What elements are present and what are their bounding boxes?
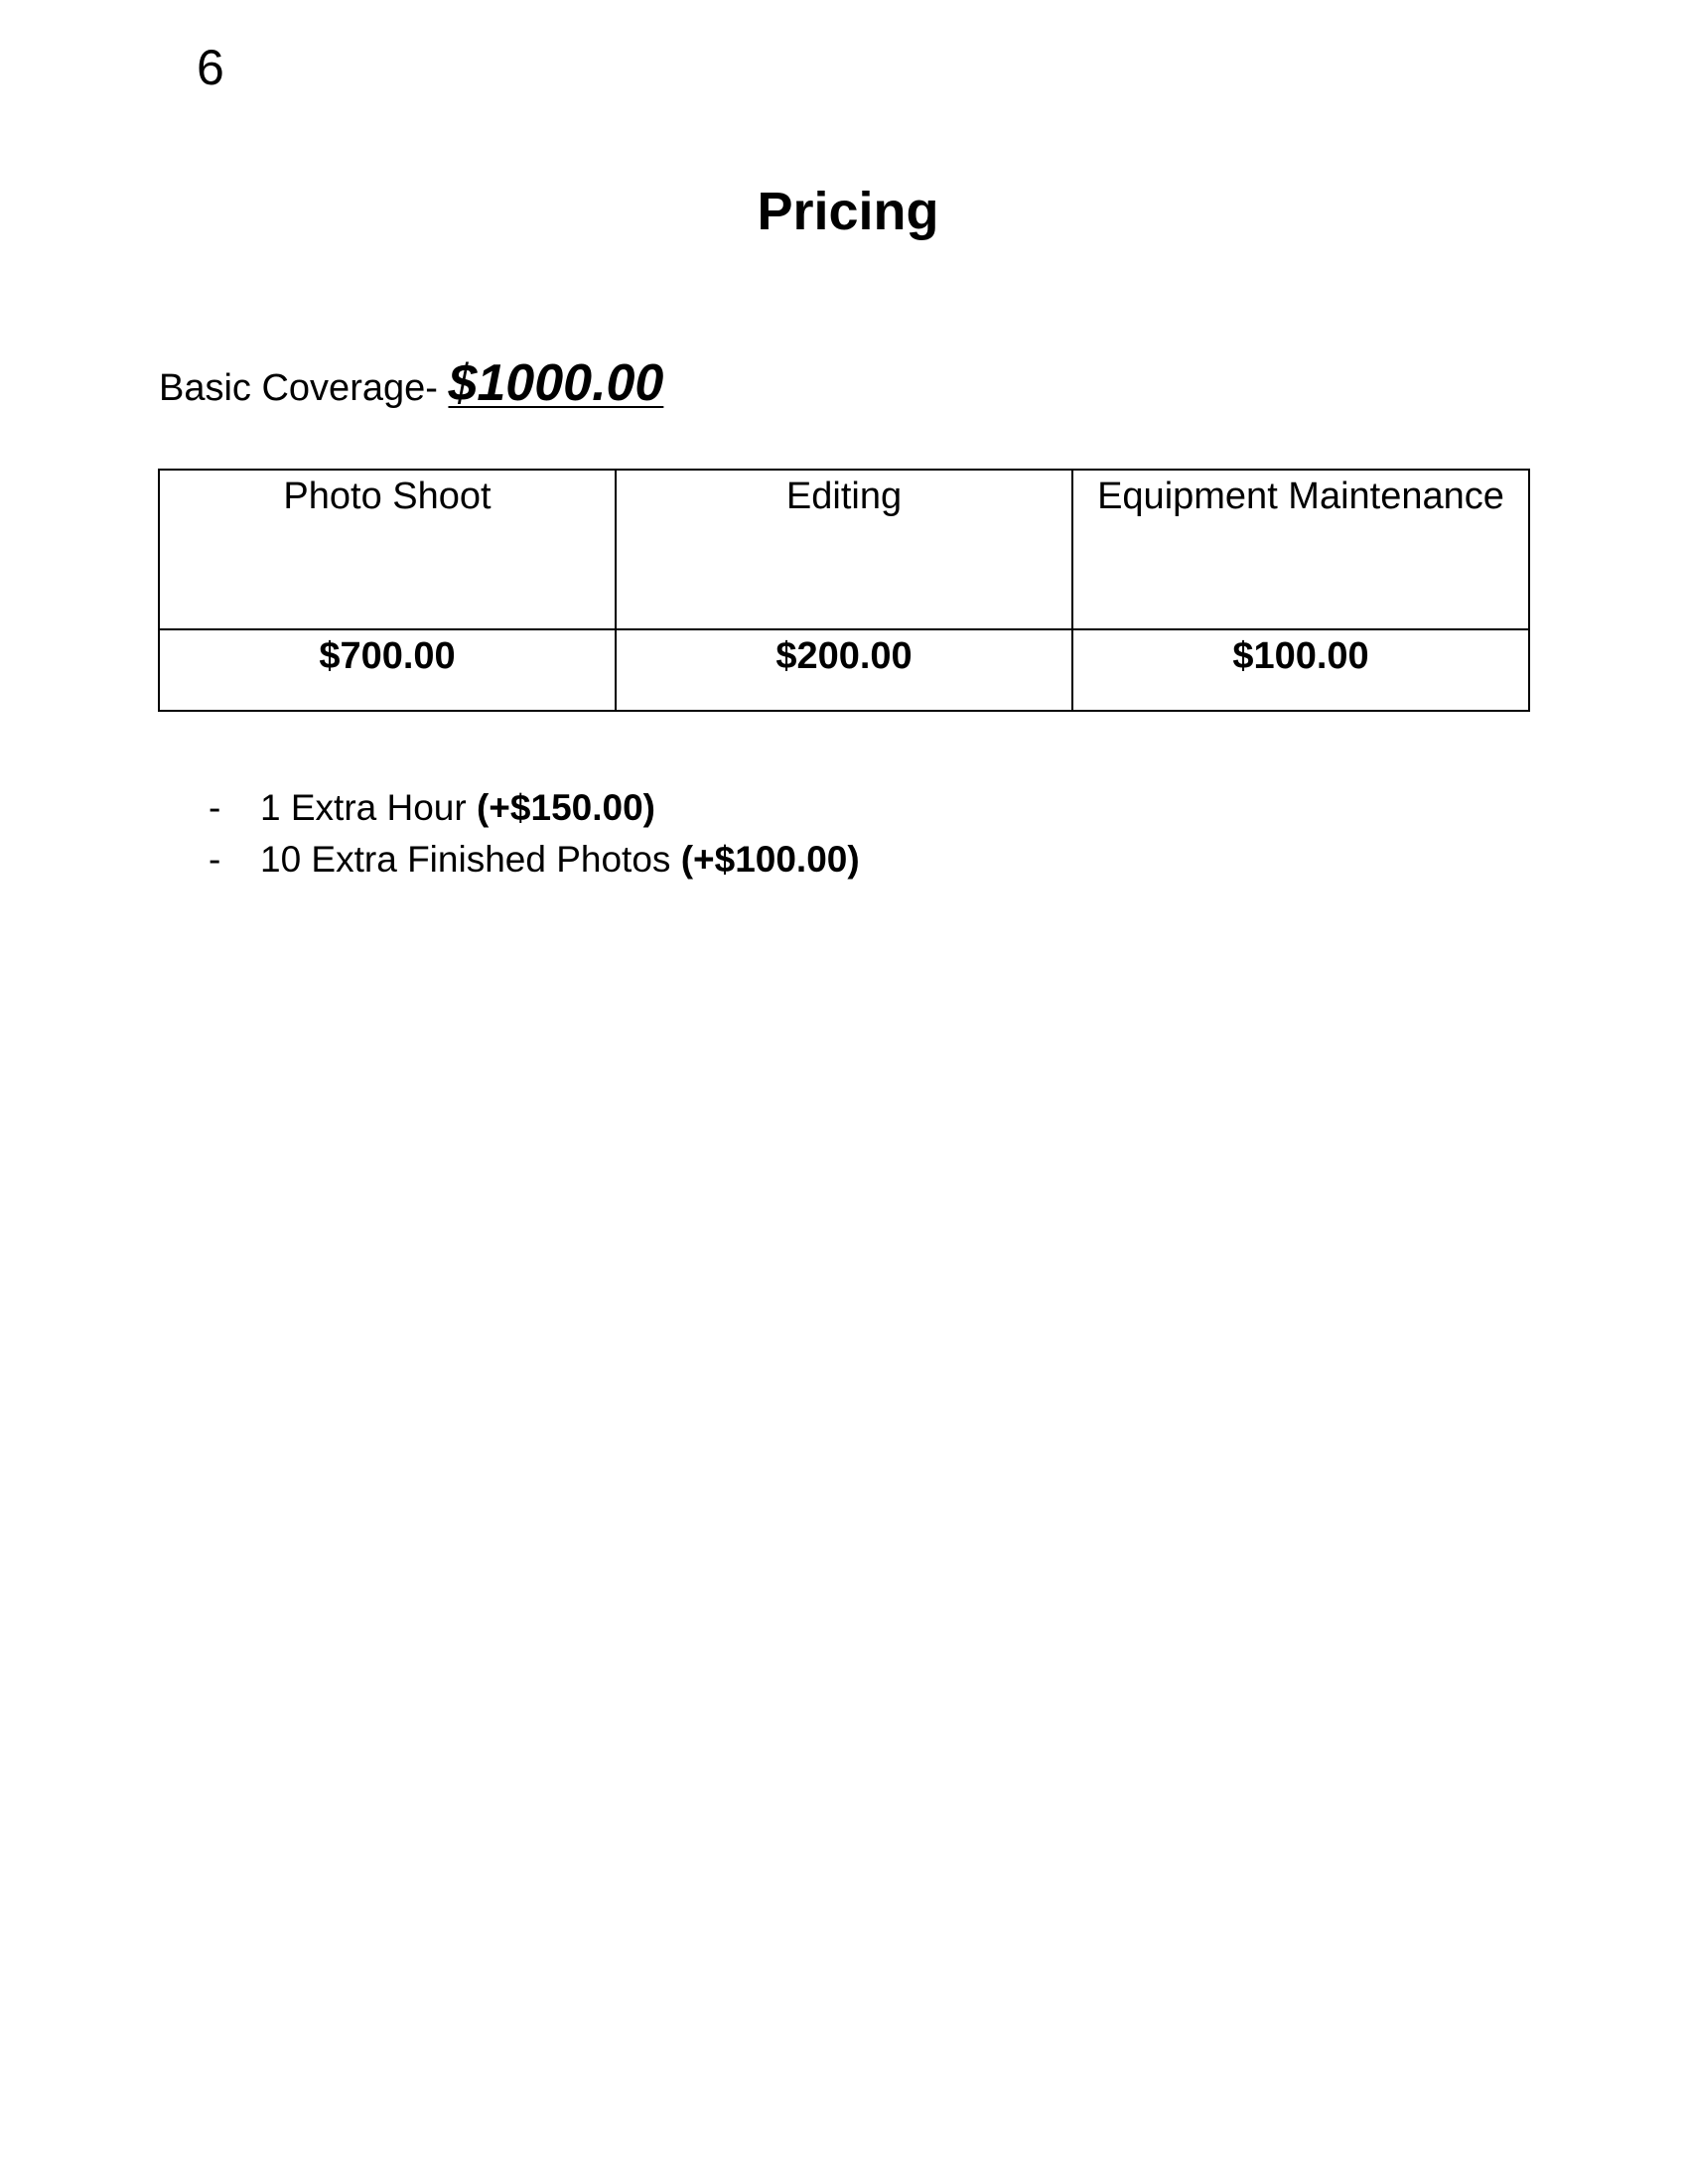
basic-coverage-line [159,353,663,418]
table-price-cell: $100.00 [1072,629,1529,711]
list-item [209,782,860,834]
basic-coverage-price: $1000.00 [448,354,664,412]
page-number: 6 [197,40,224,95]
extras-list [209,782,860,886]
table-header-cell: Equipment Maintenance [1072,470,1529,629]
table-header-cell: Editing [616,470,1072,629]
table-header-cell: Photo Shoot [159,470,616,629]
table-price-row [159,629,1529,711]
list-bullet: - [209,839,221,880]
extra-price: (+$100.00) [680,839,860,880]
extra-label: 10 Extra Finished Photos [260,839,681,880]
list-item [209,834,860,886]
page-title [0,177,1688,246]
page-title-text: Pricing [757,182,939,241]
pricing-table [158,469,1530,712]
extra-price: (+$150.00) [476,787,655,828]
table-price-cell: $200.00 [616,629,1072,711]
table-header-row [159,470,1529,629]
basic-coverage-label: Basic Coverage- [159,367,449,409]
table-price-cell: $700.00 [159,629,616,711]
list-bullet: - [209,787,221,828]
extra-label: 1 Extra Hour [260,787,477,828]
